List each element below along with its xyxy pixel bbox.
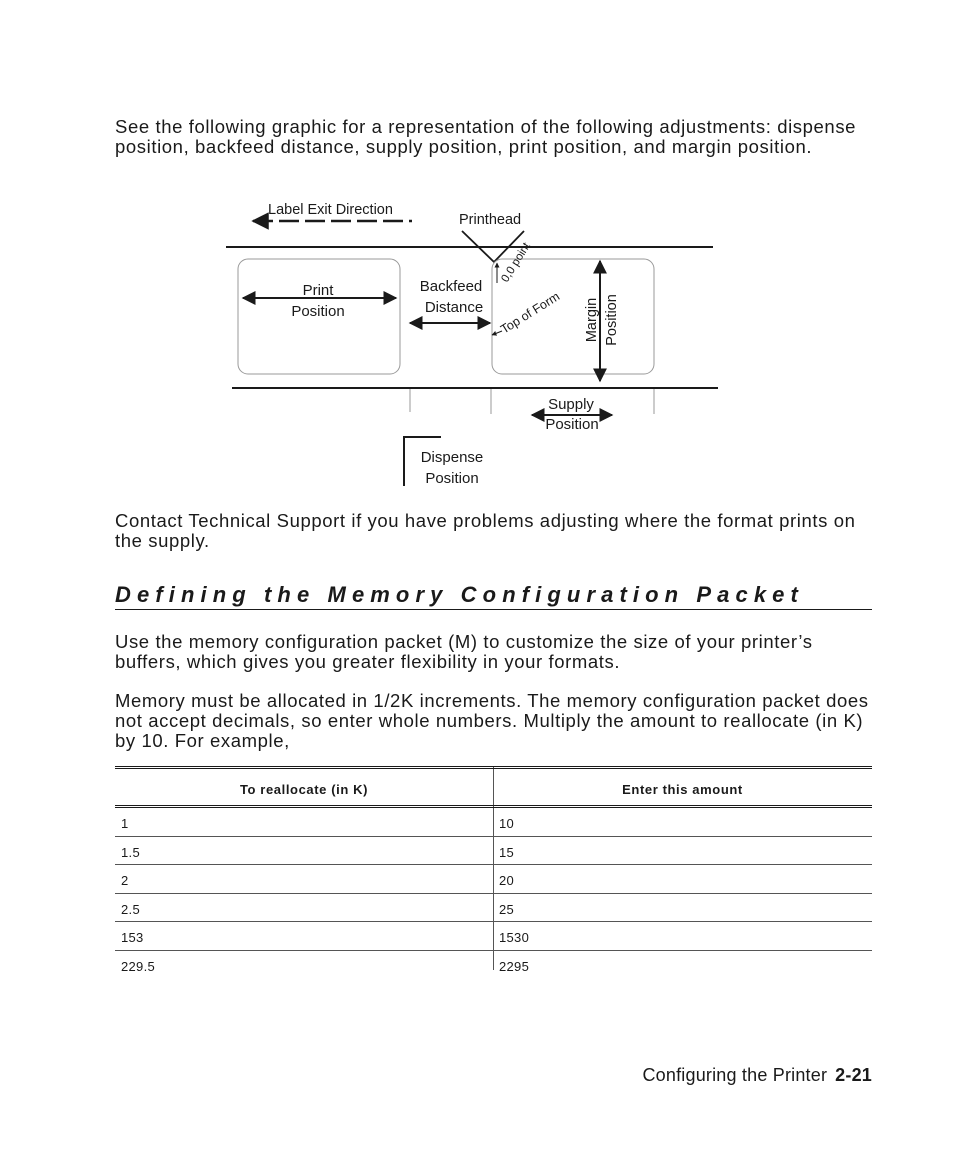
top-of-form-label: Top of Form [498, 289, 563, 337]
memory-table [115, 766, 872, 978]
backfeed-label-2: Distance [424, 299, 484, 316]
dispense-position-label-2: Position [425, 470, 479, 487]
table-cell: 20 [499, 873, 515, 888]
margin-position-label-2: Position [604, 294, 620, 346]
dispense-position-label-1: Dispense [420, 449, 484, 466]
table-row [115, 837, 872, 866]
zero-point-label: 0,0 point [499, 240, 533, 285]
table-cell: 2 [121, 873, 129, 888]
margin-position-label-1: Margin [584, 297, 600, 343]
backfeed-label-1: Backfeed [419, 278, 483, 295]
footer-page-number: 2-21 [835, 1065, 872, 1085]
intro-paragraph: See the following graphic for a representation of the following adjustments: dispense position, backfeed distance, supply position, print position, and margin position. [115, 116, 857, 157]
table-cell: 2.5 [121, 901, 140, 917]
table-row [115, 808, 872, 837]
table-cell: 25 [499, 901, 515, 917]
section-heading: Defining the Memory Configuration Packet [115, 583, 872, 610]
table-cell: 1 [121, 816, 129, 831]
table-cell: 1.5 [121, 844, 140, 860]
table-row [115, 865, 872, 894]
footer-section-title: Configuring the Printer [642, 1065, 828, 1085]
table-cell: 2295 [499, 958, 530, 974]
table-row [115, 922, 872, 951]
printhead-label: Printhead [459, 212, 522, 228]
label-exit-direction-text: Label Exit Direction [268, 202, 393, 218]
table-cell: 153 [121, 930, 144, 945]
table-header [115, 766, 872, 808]
memory-paragraph-2: Memory must be allocated in 1/2K increments. The memory configuration packet does not accept decimals, so enter whole numbers. Multiply the amount to reallocate (in K) by 10. For example, [115, 690, 869, 751]
table-cell: 1530 [499, 930, 530, 945]
supply-position-label-2: Position [545, 416, 599, 433]
top-of-form-pointer [492, 331, 502, 335]
print-position-label-1: Print [302, 282, 334, 299]
column-header-reallocate: To reallocate (in K) [239, 782, 369, 797]
column-header-amount: Enter this amount [622, 782, 743, 797]
memory-paragraph-1: Use the memory configuration packet (M) to customize the size of your printer’s buffers, which gives you greater flexibility in your formats. [115, 631, 813, 672]
table-cell: 229.5 [121, 958, 156, 974]
contact-paragraph: Contact Technical Support if you have problems adjusting where the format prints on the supply. [115, 510, 856, 551]
table-row [115, 951, 872, 979]
table-cell: 15 [499, 844, 515, 860]
page-footer [642, 1065, 872, 1086]
table-row [115, 894, 872, 923]
table-cell: 10 [499, 816, 515, 831]
print-position-label-2: Position [291, 303, 345, 320]
supply-position-label-1: Supply [548, 396, 594, 413]
